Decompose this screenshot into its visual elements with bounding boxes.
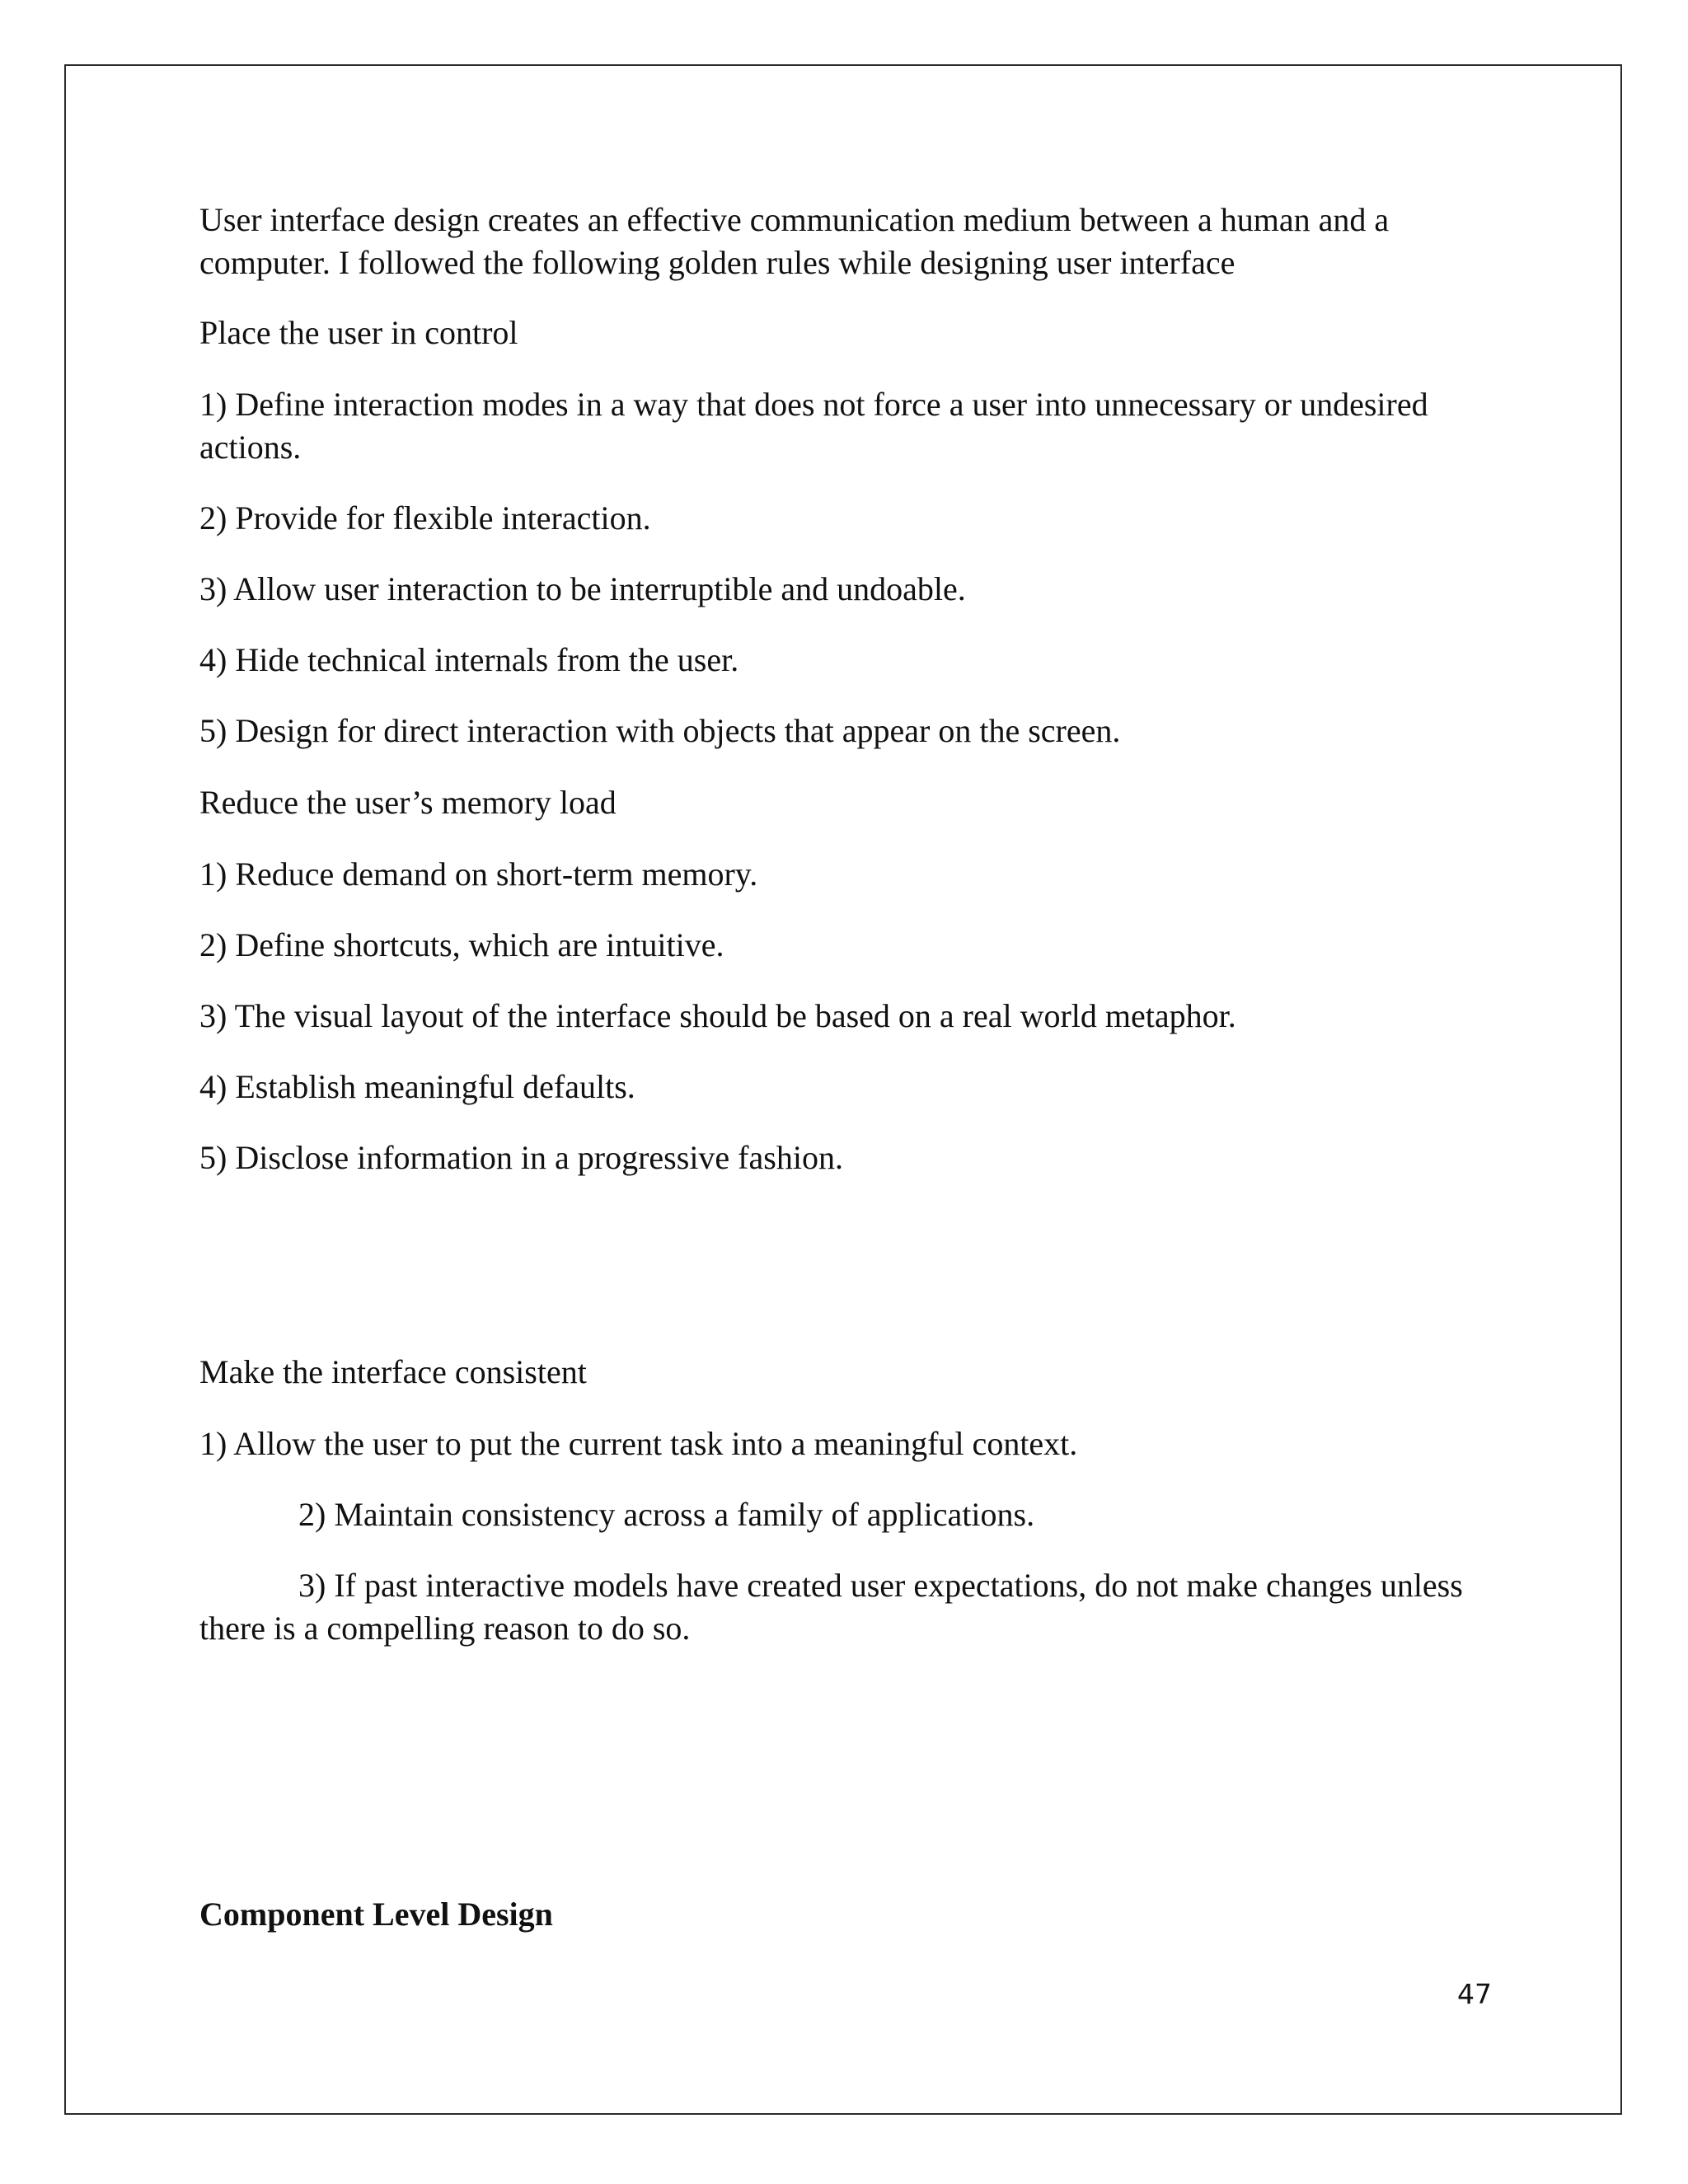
memory-item-1: 1) Reduce demand on short-term memory. (199, 855, 758, 893)
control-item-2: 2) Provide for flexible interaction. (199, 499, 651, 537)
section-title-memory: Reduce the user’s memory load (199, 784, 617, 821)
control-item-4: 4) Hide technical internals from the user. (199, 641, 739, 678)
section-title-consistent: Make the interface consistent (199, 1353, 587, 1390)
consistent-item-1: 1) Allow the user to put the current task into a meaningful context. (199, 1425, 1078, 1462)
control-item-1: 1) Define interaction modes in a way that does not force a user into unnecessary or undesired (199, 386, 1428, 423)
intro-line-1: User interface design creates an effective communication medium between a human and a (199, 201, 1390, 238)
intro-line-2: computer. I followed the following golden rules while designing user interface (199, 244, 1236, 281)
control-item-3: 3) Allow user interaction to be interruptible and undoable. (199, 570, 966, 607)
page-number: 47 (1457, 1978, 1492, 2010)
memory-item-3: 3) The visual layout of the interface should be based on a real world metaphor. (199, 997, 1236, 1034)
heading-component-level-design: Component Level Design (199, 1896, 553, 1933)
consistent-item-2: 2) Maintain consistency across a family of applications. (298, 1496, 1035, 1533)
control-item-5: 5) Design for direct interaction with objects that appear on the screen. (199, 712, 1121, 749)
memory-item-2: 2) Define shortcuts, which are intuitive. (199, 926, 724, 963)
control-item-1-continued: actions. (199, 429, 302, 466)
consistent-item-3-continued: there is a compelling reason to do so. (199, 1610, 691, 1647)
memory-item-4: 4) Establish meaningful defaults. (199, 1068, 635, 1105)
memory-item-5: 5) Disclose information in a progressive fashion. (199, 1139, 843, 1176)
section-title-control: Place the user in control (199, 314, 518, 351)
consistent-item-3: 3) If past interactive models have created user expectations, do not make changes unless (298, 1567, 1463, 1604)
